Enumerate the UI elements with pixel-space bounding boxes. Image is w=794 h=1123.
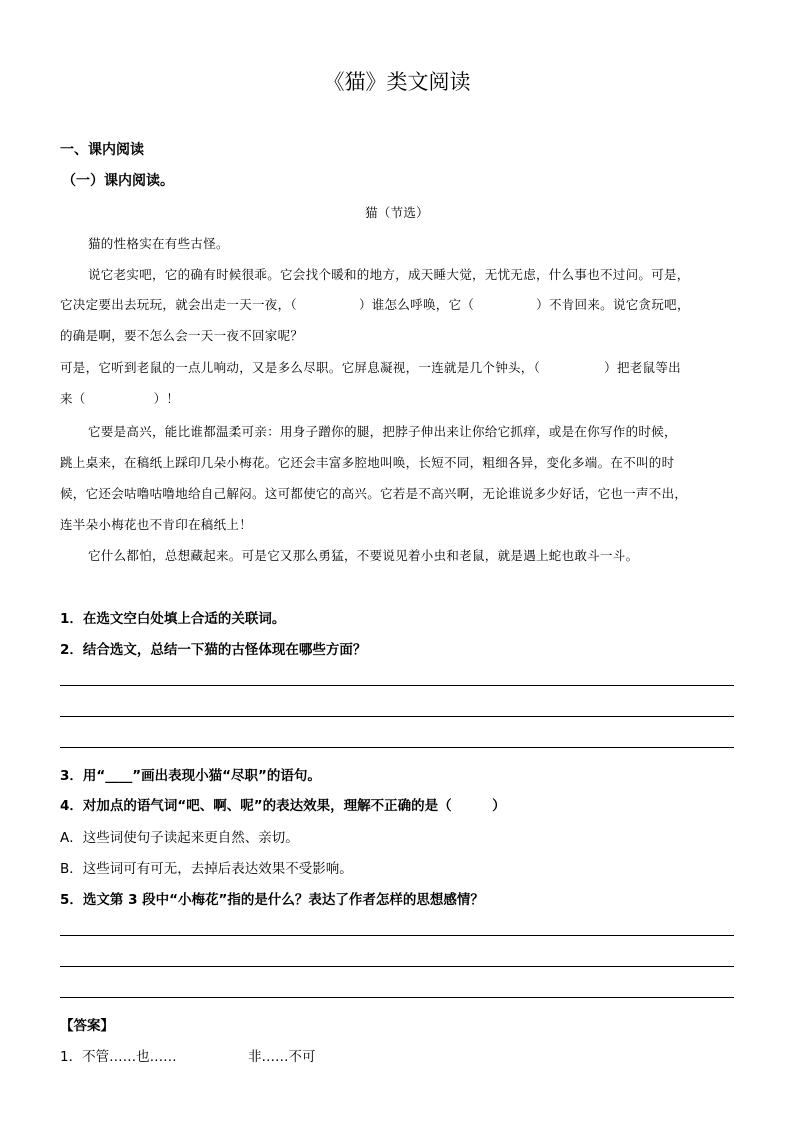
option-b: B．这些词可有可无，去掉后表达效果不受影响。 — [60, 861, 353, 877]
answer-1: 1．不管……也…… — [60, 1049, 177, 1065]
passage-line: 候，它还会咕噜咕噜地给自己解闷。这可都使它的高兴。它若是不高兴啊，无论谁说多少好话，它也一声不出， — [60, 486, 688, 501]
answer-line — [60, 685, 734, 686]
answer-line — [60, 997, 734, 998]
passage-line: 它要是高兴，能比谁都温柔可亲：用身子蹭你的腿，把脖子伸出来让你给它抓痒，或是在你写作的时候， — [88, 424, 677, 439]
answer-line — [60, 747, 734, 748]
question-2: 2．结合选文，总结一下猫的古怪体现在哪些方面？ — [60, 642, 367, 658]
passage-line: 来（ ）！ — [60, 391, 180, 406]
passage-title: 猫（节选） — [364, 205, 429, 220]
passage-line: 连半朵小梅花也不肯印在稿纸上！ — [60, 517, 253, 532]
passage-line: 的确是啊，要不怎么会一天一夜不回家呢？ — [60, 328, 304, 343]
document-title: 《猫》类文阅读 — [323, 70, 471, 94]
answer-line — [60, 966, 734, 967]
passage-line: 说它老实吧，它的确有时候很乖。它会找个暖和的地方，成天睡大觉，无忧无虑，什么事也不过问。可是， — [88, 267, 690, 282]
passage-paragraph-4: 它什么都怕，总想藏起来。可是它又那么勇猛，不要说见着小虫和老鼠，就是遇上蛇也敢斗一斗。 — [88, 548, 639, 563]
passage-line: 它决定要出去玩玩，就会出走一天一夜，（ ）谁怎么呼唤，它（ ）不肯回来。说它贪玩吧， — [60, 297, 690, 312]
answer-line — [60, 716, 734, 717]
option-a: A．这些词使句子读起来更自然、亲切。 — [60, 830, 299, 846]
answer-1-part-2: 非……不可 — [248, 1049, 316, 1065]
answer-line — [60, 935, 734, 936]
answer-heading: 【答案】 — [60, 1018, 114, 1034]
passage-line: 可是，它听到老鼠的一点儿响动，又是多么尽职。它屏息凝视，一连就是几个钟头，（ ）把老鼠等出 — [60, 360, 681, 375]
question-1: 1．在选文空白处填上合适的关联词。 — [60, 611, 286, 627]
section-heading: 一、课内阅读 — [60, 142, 144, 158]
question-4: 4．对加点的语气词“吧、啊、呢”的表达效果，理解不正确的是（ ） — [60, 798, 506, 814]
passage-paragraph-1: 猫的性格实在有些古怪。 — [88, 236, 229, 251]
passage-line: 跳上桌来，在稿纸上踩印几朵小梅花。它还会丰富多腔地叫唤，长短不同，粗细各异，变化多端。在不叫的时 — [60, 455, 675, 470]
question-3: 3．用“____”画出表现小猫“尽职”的语句。 — [60, 768, 321, 784]
question-5: 5．选文第 3 段中“小梅花”指的是什么？表达了作者怎样的思想感情？ — [60, 892, 484, 908]
subsection-heading: （一）课内阅读。 — [62, 173, 174, 189]
